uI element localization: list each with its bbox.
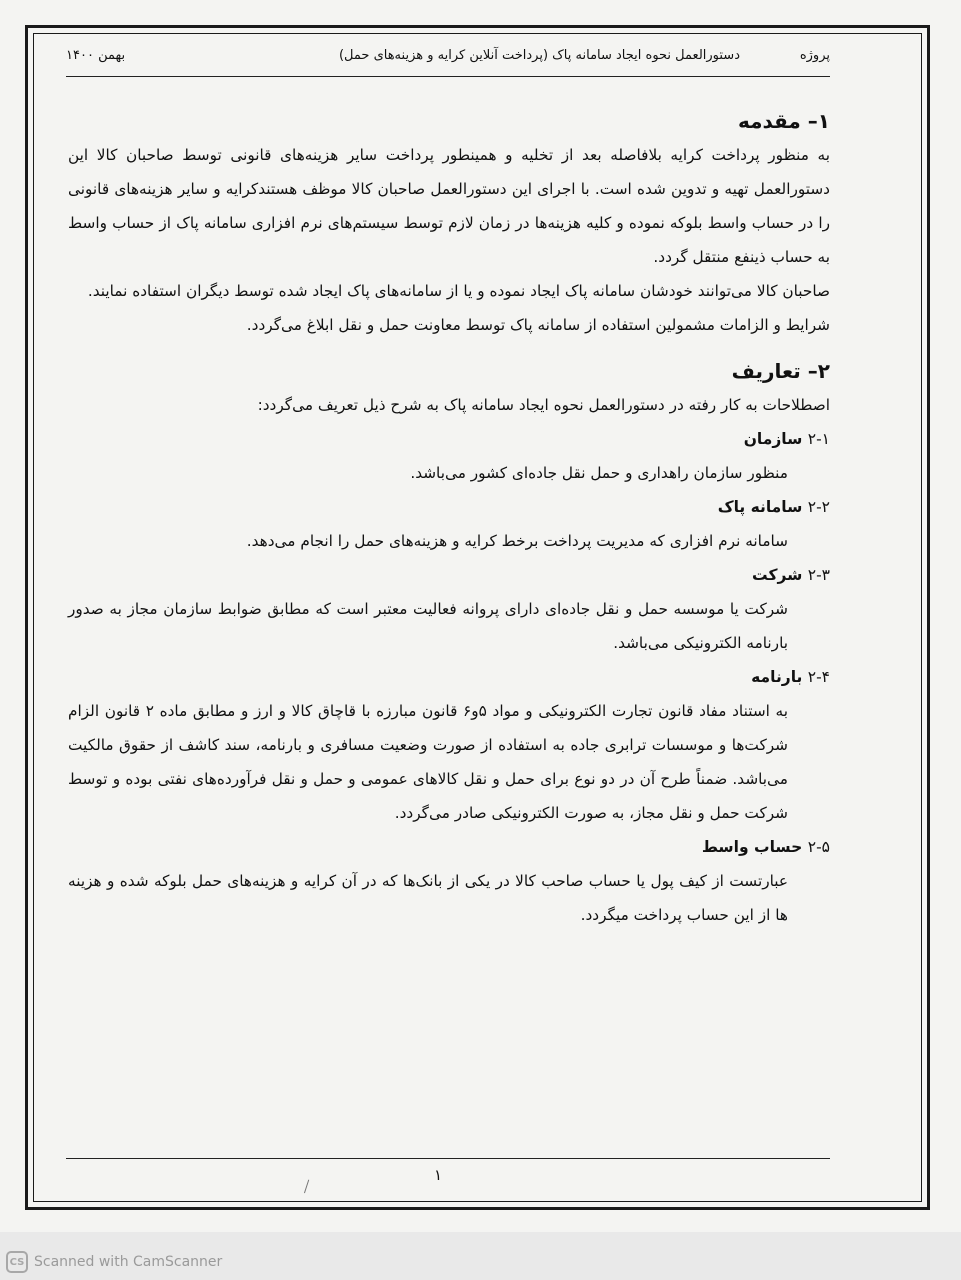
section-heading-intro: ۱– مقدمه xyxy=(737,109,830,133)
definition-text: سامانه نرم افزاری که مدیریت پرداخت برخط کرایه و هزینه‌های حمل را انجام می‌دهد. xyxy=(246,532,788,550)
page-number: ۱ xyxy=(433,1166,443,1184)
definition-number: ۲-۳ xyxy=(807,566,830,584)
intro-paragraph-1: به منظور پرداخت کرایه بلافاصله بعد از تخلیه و همینطور پرداخت سایر هزینه‌های قانونی توسط صاحبان کالا این دستورالعمل تهیه و تدوین شده است. با اجرای این دستورالعمل صاحبان کالا موظف هستندکرایه و سایر هزینه‌های قانونی را در حساب واسط بلوکه نموده و کلیه هزینه‌ها در زمان لازم توسط سیستم‌های نرم افزاری سامانه پاک از حساب واسط به حساب ذینفع منتقل گردد. xyxy=(68,146,830,266)
definition-text: شرکت یا موسسه حمل و نقل جاده‌ای دارای پروانه فعالیت معتبر است که مطابق ضوابط سازمان مجاز به صدور بارنامه الکترونیکی می‌باشد. xyxy=(68,600,788,652)
camscanner-icon: CS xyxy=(6,1251,28,1273)
intro-paragraph-3: شرایط و الزامات مشمولین استفاده از سامانه پاک توسط معاونت حمل و نقل ابلاغ می‌گردد. xyxy=(246,316,830,334)
page-header xyxy=(66,44,830,78)
header-title: دستورالعمل نحوه ایجاد سامانه پاک (پرداخت آنلاین کرایه و هزینه‌های حمل) xyxy=(338,48,740,63)
footer-divider xyxy=(66,1158,830,1159)
document-body xyxy=(68,104,830,932)
header-divider xyxy=(66,76,830,77)
header-date: بهمن ۱۴۰۰ xyxy=(66,48,126,63)
definition-title xyxy=(68,490,830,524)
header-project: پروژه xyxy=(799,48,830,63)
definition-number: ۲-۵ xyxy=(807,838,830,856)
definition-title xyxy=(68,558,830,592)
watermark-text: Scanned with CamScanner xyxy=(34,1254,223,1270)
definition-term: حساب واسط xyxy=(701,838,803,856)
definition-text: عبارتست از کیف پول یا حساب صاحب کالا در یکی از بانک‌ها که در آن کرایه و هزینه‌های حمل بلوکه شده و هزینه ها از این حساب پرداخت میگردد. xyxy=(68,872,788,924)
section-heading-definitions: ۲– تعاریف xyxy=(731,359,830,383)
definitions-lead: اصطلاحات به کار رفته در دستورالعمل نحوه ایجاد سامانه پاک به شرح ذیل تعریف می‌گردد: xyxy=(257,396,830,414)
definition-title xyxy=(68,830,830,864)
definition-text: به استناد مفاد قانون تجارت الکترونیکی و مواد ۵و۶ قانون مبارزه با قاچاق کالا و ارز و مطابق ماده ۲ قانون الزام شرکت‌ها و موسسات ترابری جاده به استفاده از صورت وضعیت مسافری و بارنامه، سند کاشف از حقوق مالکیت می‌باشد. ضمناً طرح آن در دو نوع برای حمل و نقل کالاهای عمومی و حمل و نقل فرآورده‌های نفتی بوده و توسط شرکت حمل و نقل مجاز، به صورت الکترونیکی صادر می‌گردد. xyxy=(68,702,788,822)
definition-title xyxy=(68,422,830,456)
definition-term: سازمان xyxy=(743,430,803,448)
intro-paragraph-2: صاحبان کالا می‌توانند خودشان سامانه پاک ایجاد نموده و یا از سامانه‌های پاک ایجاد شده توسط دیگران استفاده نمایند. xyxy=(87,282,830,300)
definition-term: سامانه پاک xyxy=(717,498,803,516)
definition-number: ۲-۲ xyxy=(807,498,830,516)
definition-text: منظور سازمان راهداری و حمل نقل جاده‌ای کشور می‌باشد. xyxy=(410,464,788,482)
definition-number: ۲-۴ xyxy=(807,668,830,686)
definition-number: ۲-۱ xyxy=(807,430,830,448)
definition-title xyxy=(68,660,830,694)
definition-term: شرکت xyxy=(752,566,803,584)
definition-term: بارنامه xyxy=(751,668,803,686)
camscanner-watermark xyxy=(6,1249,222,1275)
